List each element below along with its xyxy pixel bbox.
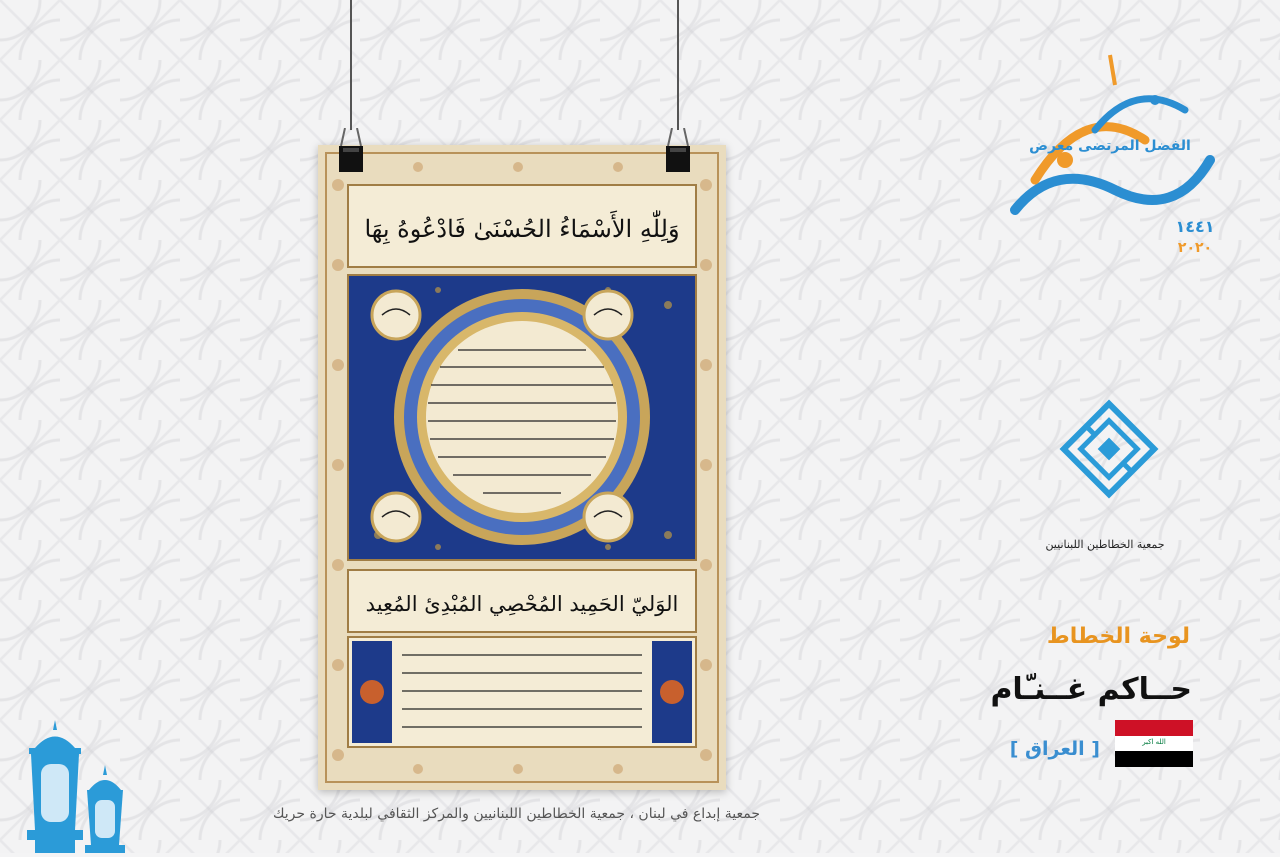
flag-emblem: الله اكبر [1142, 737, 1166, 746]
association-logo-text: جمعية الخطاطين اللبنانيين [1045, 538, 1165, 551]
kufic-square-logo [1055, 395, 1163, 503]
artist-name: حــاكم غــنـّام [990, 672, 1192, 707]
exhibition-logo-title: الفضل المرتضى معرض [1029, 138, 1191, 154]
hanging-string-right [677, 0, 679, 130]
artwork-top-inscription: وَلِلّٰهِ الأَسْمَاءُ الحُسْنَىٰ فَادْعُوهُ بِهَا [364, 215, 680, 243]
iraq-flag-icon [1115, 720, 1193, 767]
binder-clip-right [664, 128, 692, 174]
artist-country: [ العراق ] [1009, 738, 1100, 760]
exhibition-year-gregorian: ٢٠٢٠ [1177, 240, 1213, 256]
association-logo [1040, 522, 1170, 562]
artist-panel-title: لوحة الخطاط [1046, 624, 1190, 649]
lantern-icon [15, 720, 135, 853]
hanging-string-left [350, 0, 352, 130]
artwork-bottom-inscription: الوَليّ الحَمِيد المُحْصِي المُبْدِئ المُعِيد [365, 592, 679, 616]
binder-clip-left [337, 128, 365, 174]
calligraphy-artwork [318, 145, 726, 790]
exhibition-logo [995, 40, 1225, 265]
footer-caption: جمعية إبداع في لبنان ، جمعية الخطاطين اللبنانيين والمركز الثقافي لبلدية حارة حريك [272, 806, 760, 822]
exhibition-year-hijri: ١٤٤١ [1175, 217, 1215, 236]
